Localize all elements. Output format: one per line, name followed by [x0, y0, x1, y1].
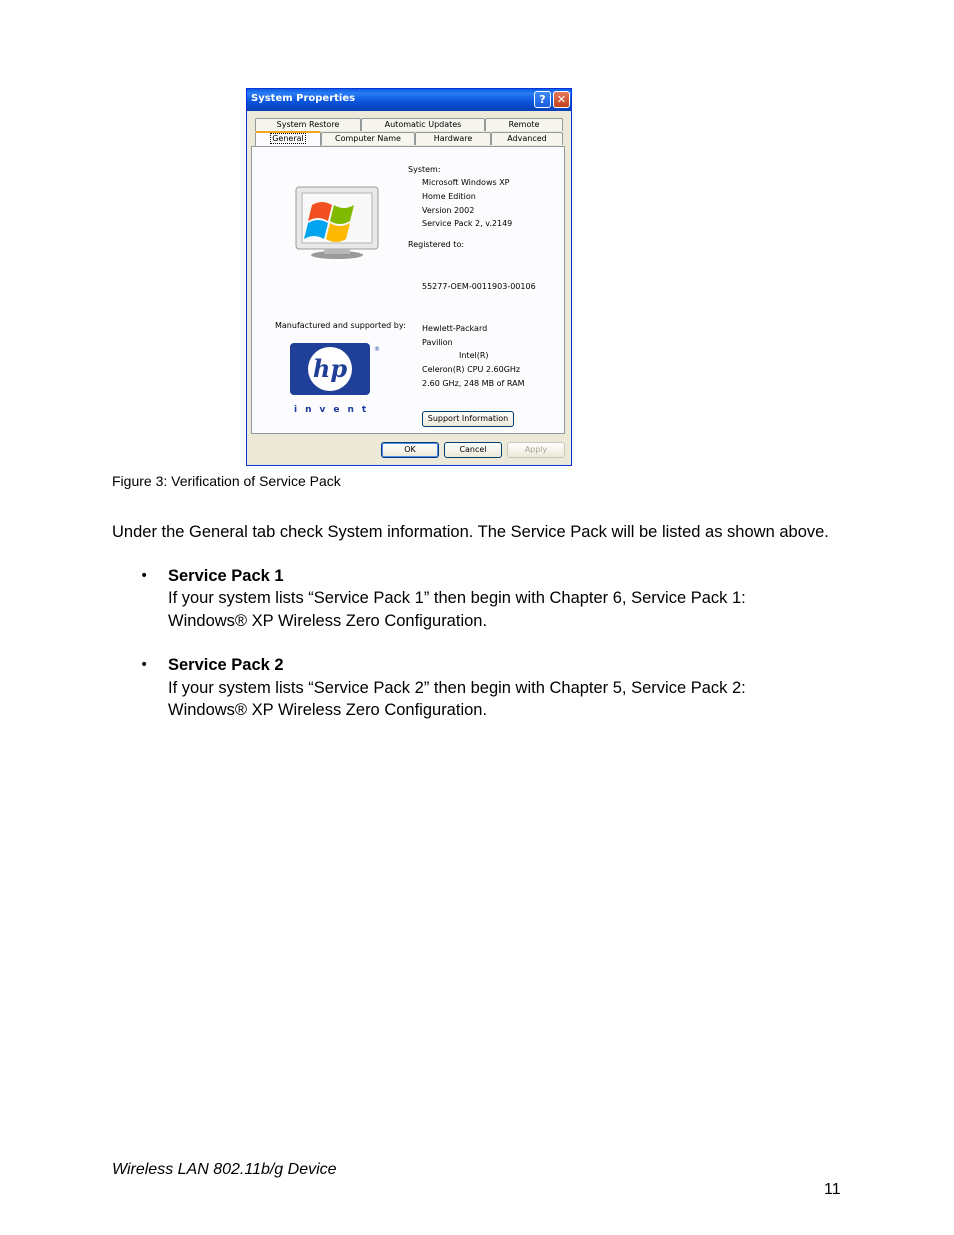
tab-hardware[interactable]	[415, 132, 491, 145]
button-label: Apply	[524, 445, 548, 454]
tab-computer-name[interactable]	[321, 132, 415, 145]
close-icon: ✕	[556, 93, 567, 106]
cpu-model: Celeron(R) CPU 2.60GHz	[422, 365, 521, 374]
system-os: Microsoft Windows XP	[422, 178, 510, 187]
hp-logo-icon	[290, 343, 380, 399]
tab-label: Automatic Updates	[384, 120, 462, 129]
intro-paragraph: Under the General tab check System information. The Service Pack will be listed as shown above.	[112, 523, 829, 541]
button-label: Cancel	[459, 445, 487, 454]
apply-button[interactable]	[507, 442, 565, 458]
button-label: Support Information	[427, 414, 509, 423]
cpu-speed-ram: 2.60 GHz, 248 MB of RAM	[422, 379, 525, 388]
figure-caption: Figure 3: Verification of Service Pack	[112, 473, 341, 489]
manufacturer-name: Hewlett-Packard	[422, 324, 488, 333]
button-label: OK	[404, 445, 416, 454]
product-id: 55277-OEM-0011903-00106	[422, 282, 536, 291]
system-label: System:	[408, 165, 441, 174]
windows-monitor-icon	[294, 185, 380, 261]
system-edition: Home Edition	[422, 192, 476, 201]
system-version: Version 2002	[422, 206, 475, 215]
tab-label: Advanced	[507, 134, 547, 143]
tab-advanced[interactable]	[491, 132, 563, 145]
tab-label: Computer Name	[335, 134, 401, 143]
page-number: 11	[824, 1181, 841, 1198]
bullet-marker: •	[140, 657, 149, 673]
close-button[interactable]	[553, 91, 570, 108]
tab-label: General	[272, 134, 304, 143]
hp-registered-mark: ®	[374, 346, 380, 353]
manufacturer-label: Manufactured and supported by:	[275, 321, 406, 330]
footer-document-title: Wireless LAN 802.11b/g Device	[112, 1161, 337, 1178]
dialog-title: System Properties	[251, 93, 356, 104]
dialog-titlebar	[247, 89, 571, 111]
tab-system-restore[interactable]	[255, 118, 361, 131]
help-button[interactable]	[534, 91, 551, 108]
bullet-marker: •	[140, 568, 149, 584]
bullet-text: Windows® XP Wireless Zero Configuration.	[168, 612, 488, 630]
bullet-heading: Service Pack 2	[168, 656, 284, 674]
cancel-button[interactable]	[444, 442, 502, 458]
cpu-maker: Intel(R)	[459, 351, 489, 360]
ok-button[interactable]	[381, 442, 439, 458]
tab-label: Hardware	[433, 134, 473, 143]
help-icon: ?	[539, 93, 546, 106]
system-service-pack: Service Pack 2, v.2149	[422, 219, 513, 228]
bullet-text: If your system lists “Service Pack 1” then begin with Chapter 6, Service Pack 1:	[168, 589, 746, 607]
system-properties-dialog	[246, 88, 572, 466]
tab-general[interactable]	[255, 131, 321, 146]
registered-label: Registered to:	[408, 240, 465, 249]
tab-remote[interactable]	[485, 118, 563, 131]
general-tab-panel	[251, 146, 565, 434]
bullet-text: Windows® XP Wireless Zero Configuration.	[168, 701, 488, 719]
tab-label: System Restore	[276, 120, 340, 129]
hp-logo-text: hp	[312, 354, 348, 383]
bullet-text: If your system lists “Service Pack 2” then begin with Chapter 5, Service Pack 2:	[168, 679, 746, 697]
support-information-button[interactable]	[422, 411, 514, 427]
bullet-heading: Service Pack 1	[168, 567, 284, 585]
tab-label: Remote	[508, 120, 540, 129]
hp-invent-text: invent	[294, 405, 375, 415]
manufacturer-model: Pavilion	[422, 338, 453, 347]
tab-automatic-updates[interactable]	[361, 118, 485, 131]
